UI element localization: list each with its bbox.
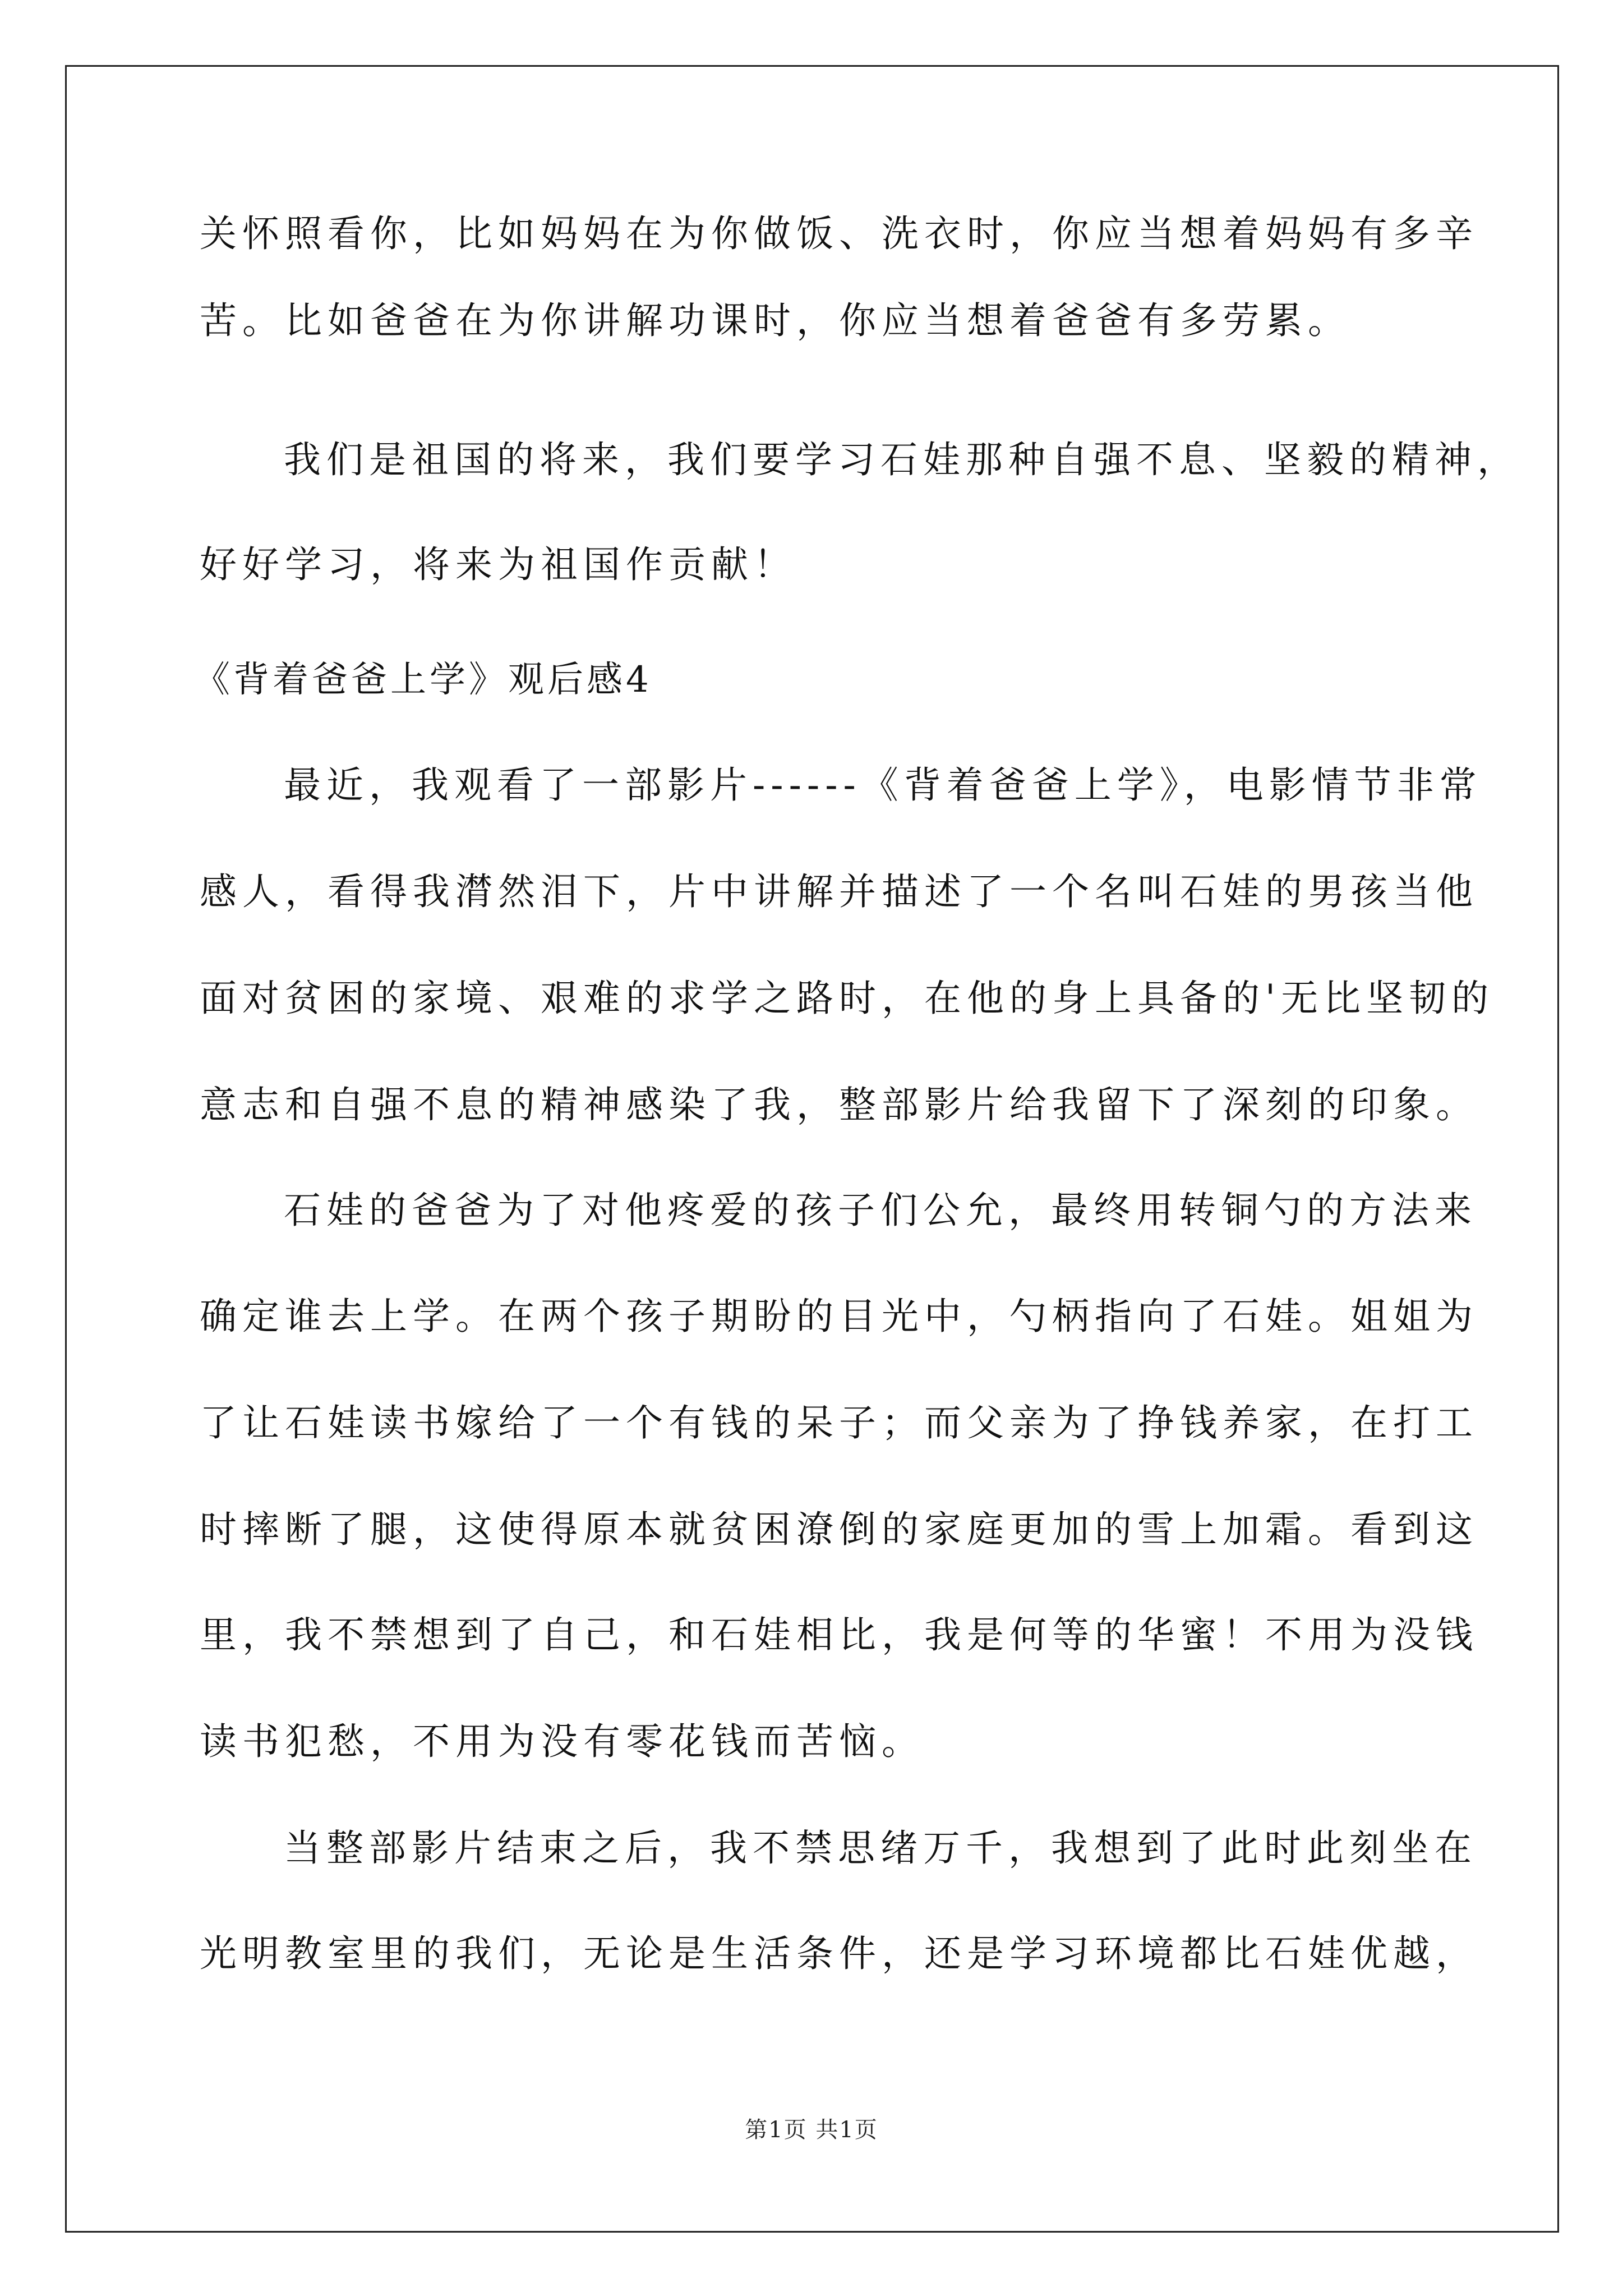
text-line: 确定谁去上学。在两个孩子期盼的目光中，勺柄指向了石娃。姐姐为: [200, 1295, 1478, 1338]
text-line: 面对贫困的家境、艰难的求学之路时，在他的身上具备的'无比坚韧的: [200, 977, 1495, 1020]
text-line: 光明教室里的我们，无论是生活条件，还是学习环境都比石娃优越，: [200, 1932, 1478, 1975]
text-line: 感人，看得我潸然泪下，片中讲解并描述了一个名叫石娃的男孩当他: [200, 870, 1478, 913]
paragraph-start-line: 我们是祖国的将来，我们要学习石娃那种自强不息、坚毅的精神，: [284, 438, 1520, 481]
page-number-footer: 第1页 共1页: [745, 2117, 878, 2143]
text-line: 读书犯愁，不用为没有零花钱而苦恼。: [200, 1720, 924, 1763]
page-border: [65, 65, 1559, 2233]
text-line: 意志和自强不息的精神感染了我，整部影片给我留下了深刻的印象。: [200, 1083, 1478, 1126]
text-line: 苦。比如爸爸在为你讲解功课时，你应当想着爸爸有多劳累。: [200, 299, 1350, 342]
paragraph-start-line: 当整部影片结束之后，我不禁思绪万千，我想到了此时此刻坐在: [284, 1826, 1477, 1870]
text-line: 关怀照看你，比如妈妈在为你做饭、洗衣时，你应当想着妈妈有多辛: [200, 212, 1478, 255]
paragraph-start-line: 石娃的爸爸为了对他疼爱的孩子们公允，最终用转铜勺的方法来: [284, 1189, 1477, 1232]
paragraph-start-line: 最近，我观看了一部影片------《背着爸爸上学》，电影情节非常: [284, 763, 1482, 807]
text-line: 里，我不禁想到了自己，和石娃相比，我是何等的华蜜！不用为没钱: [200, 1613, 1478, 1657]
text-line: 了让石娃读书嫁给了一个有钱的呆子；而父亲为了挣钱养家，在打工: [200, 1401, 1478, 1444]
text-line: 时摔断了腿，这使得原本就贫困潦倒的家庭更加的雪上加霜。看到这: [200, 1508, 1478, 1551]
section-heading: 《背着爸爸上学》观后感4: [194, 659, 652, 701]
text-line: 好好学习，将来为祖国作贡献！: [200, 543, 796, 586]
